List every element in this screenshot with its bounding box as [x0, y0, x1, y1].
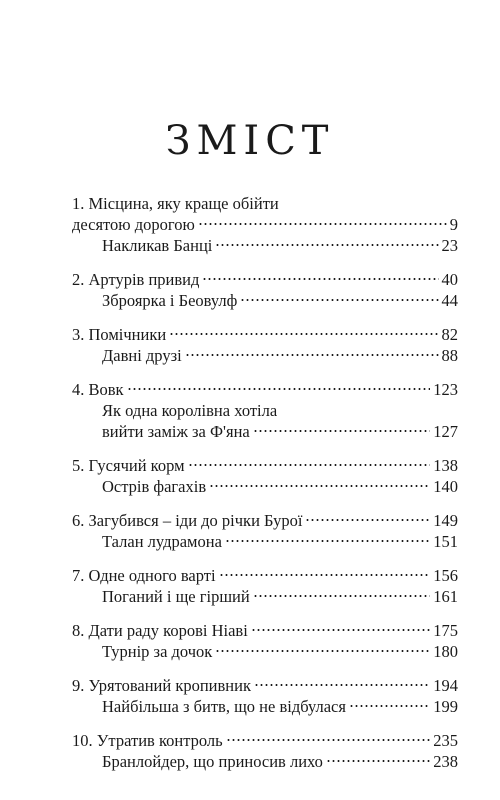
toc-entry-story — [72, 421, 458, 442]
toc-chapter-group — [72, 510, 458, 552]
toc-page-number: 138 — [433, 456, 458, 475]
toc-entry-label: Талан лудрамона — [102, 532, 222, 551]
toc-page-number: 40 — [441, 270, 458, 289]
toc-entry-story — [72, 586, 458, 607]
toc-page-number: 156 — [433, 566, 458, 585]
toc-page-number: 175 — [433, 621, 458, 640]
toc-entry-chapter — [72, 455, 458, 476]
dot-leader — [185, 352, 439, 358]
toc-page-number: 9 — [449, 215, 458, 234]
toc-entry-label: Бранлойдер, що приносив лихо — [102, 752, 323, 771]
toc-entry-chapter — [72, 193, 458, 214]
toc-page-number: 123 — [433, 380, 458, 399]
dot-leader — [349, 703, 430, 709]
toc-entry-label: 8. Дати раду корові Ніаві — [72, 621, 248, 640]
dot-leader — [326, 758, 430, 764]
toc-entry-story — [72, 476, 458, 497]
toc-chapter-group — [72, 675, 458, 717]
dot-leader — [226, 737, 431, 743]
page-title: ЗМІСТ — [165, 118, 335, 164]
toc-chapter-group — [72, 455, 458, 497]
toc-entry-label: 9. Урятований кропивник — [72, 676, 251, 695]
toc-page-number: 161 — [433, 587, 458, 606]
toc-chapter-group — [72, 379, 458, 442]
toc-entry-story — [72, 696, 458, 717]
dot-leader — [251, 627, 430, 633]
toc-entry-label: 6. Загубився – іди до річки Бурої — [72, 511, 303, 530]
toc-entry-chapter — [72, 324, 458, 345]
toc-entry-label: 7. Одне одного варті — [72, 566, 216, 585]
toc-chapter-group — [72, 269, 458, 311]
toc-entry-label: Острів фагахів — [102, 477, 207, 496]
toc-entry-label: Турнір за дочок — [102, 642, 213, 661]
toc-entry-label: Давні друзі — [102, 346, 182, 365]
table-of-contents — [72, 193, 458, 785]
dot-leader — [253, 593, 431, 599]
toc-entry-label: 10. Утратив контроль — [72, 731, 223, 750]
toc-entry-label: Поганий і ще гірший — [102, 587, 250, 606]
toc-entry-label: Як одна королівна хотіла — [102, 401, 278, 420]
toc-entry-chapter — [72, 730, 458, 751]
toc-page-number: 149 — [433, 511, 458, 530]
toc-page-number: 44 — [441, 291, 458, 310]
toc-entry-label: 1. Місцина, яку краще обійти — [72, 194, 279, 213]
toc-entry-chapter — [72, 214, 458, 235]
toc-page-number: 235 — [433, 731, 458, 750]
toc-entry-story — [72, 345, 458, 366]
toc-page-number: 82 — [441, 325, 458, 344]
toc-entry-story — [72, 751, 458, 772]
toc-entry-label: Накликав Банці — [102, 236, 213, 255]
toc-page-number: 194 — [433, 676, 458, 695]
toc-entry-label: десятою дорогою — [72, 215, 195, 234]
dot-leader — [219, 572, 431, 578]
dot-leader — [305, 517, 430, 523]
toc-entry-label: Найбільша з битв, що не відбулася — [102, 697, 346, 716]
toc-entry-story — [72, 641, 458, 662]
toc-chapter-group — [72, 193, 458, 256]
toc-entry-chapter — [72, 269, 458, 290]
toc-page-number: 151 — [433, 532, 458, 551]
toc-chapter-group — [72, 620, 458, 662]
toc-entry-chapter — [72, 565, 458, 586]
toc-entry-story — [72, 235, 458, 256]
dot-leader — [215, 648, 430, 654]
toc-page-number: 238 — [433, 752, 458, 771]
toc-chapter-group — [72, 565, 458, 607]
dot-leader — [225, 538, 430, 544]
dot-leader — [188, 462, 431, 468]
dot-leader — [253, 428, 431, 434]
toc-entry-story — [72, 290, 458, 311]
toc-entry-chapter — [72, 379, 458, 400]
toc-chapter-group — [72, 324, 458, 366]
dot-leader — [215, 242, 438, 248]
toc-entry-label: Зброярка і Беовулф — [102, 291, 238, 310]
toc-entry-label: 5. Гусячий корм — [72, 456, 185, 475]
toc-entry-label: 4. Вовк — [72, 380, 124, 399]
toc-entry-chapter — [72, 620, 458, 641]
toc-entry-chapter — [72, 675, 458, 696]
toc-entry-story — [72, 400, 458, 421]
dot-leader — [254, 682, 430, 688]
toc-page-number: 127 — [433, 422, 458, 441]
toc-entry-story — [72, 531, 458, 552]
dot-leader — [169, 331, 438, 337]
toc-entry-label: 2. Артурів привид — [72, 270, 200, 289]
toc-entry-label: 3. Помічники — [72, 325, 167, 344]
toc-page-number: 180 — [433, 642, 458, 661]
toc-page-number: 23 — [441, 236, 458, 255]
dot-leader — [198, 221, 447, 227]
toc-chapter-group — [72, 730, 458, 772]
dot-leader — [240, 297, 438, 303]
dot-leader — [127, 386, 431, 392]
toc-page-number: 140 — [433, 477, 458, 496]
toc-page-number: 88 — [441, 346, 458, 365]
toc-entry-chapter — [72, 510, 458, 531]
toc-entry-label: вийти заміж за Ф'яна — [102, 422, 250, 441]
toc-page-number: 199 — [433, 697, 458, 716]
dot-leader — [202, 276, 438, 282]
dot-leader — [209, 483, 430, 489]
